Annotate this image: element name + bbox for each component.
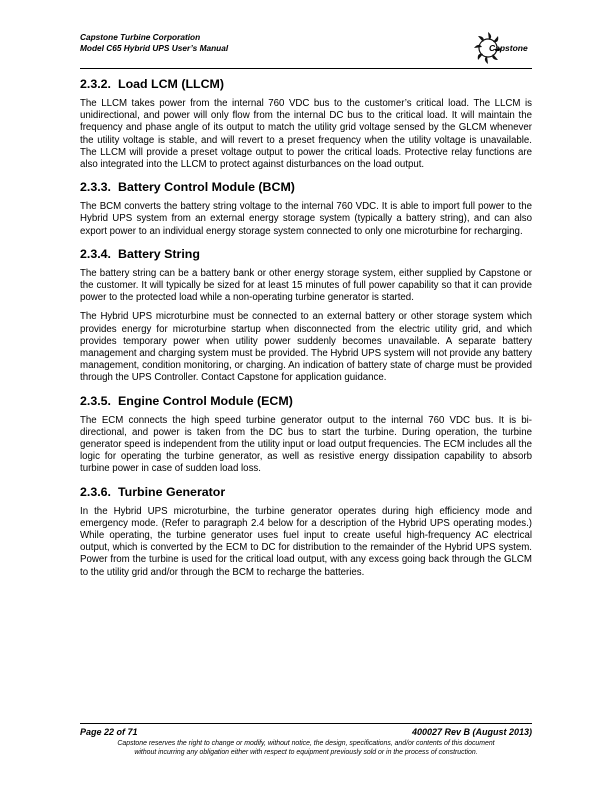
disclaimer-line: Capstone reserves the right to change or modify, without notice, the design, specifications, and/or contents of this document (117, 740, 495, 747)
company-name: Capstone Turbine Corporation (80, 32, 201, 42)
capstone-logo (470, 26, 532, 70)
logo-wordmark: Capstone (489, 43, 528, 53)
footer-divider (80, 723, 532, 724)
section-paragraph: In the Hybrid UPS microturbine, the turbine generator operates during high efficiency mode and emergency mode. (Refer to paragraph 2.4 below for a description of the Hybrid UPS operating modes.) While operating, the turbine generator uses fuel input to create useful high-frequency AC electrical output, which is converted by the ECM to DC for distribution to the remainder of the Hybrid UPS system. Power from the turbine is used for the critical load output, with any excess going back through the GLCM to the utility grid and/or through the BCM to recharge the batteries. (80, 505, 532, 578)
section-heading: 2.3.4. Battery String (80, 246, 200, 261)
document-body (80, 76, 532, 587)
disclaimer-line: without incurring any obligation either with respect to equipment previously sold or in the process of construction. (134, 749, 478, 756)
section-paragraph: The LLCM takes power from the internal 760 VDC bus to the customer’s critical load. The LLCM is unidirectional, and power will only flow from the internal DC bus to the critical load. It will maintain the frequency and phase angle of its output to match the utility grid voltage sensed by the GLCM whenever the utility voltage is stable, and will revert to a preset frequency when the utility voltage is unavailable. The LLCM will provide a preset voltage output to power the critical loads. Protective relay functions are also integrated into the LLCM to protect against disturbances on the load output. (80, 98, 532, 171)
section-heading: 2.3.6. Turbine Generator (80, 484, 226, 499)
page-header (80, 32, 532, 72)
section-battery-control-module (80, 179, 532, 238)
section-engine-control-module (80, 393, 532, 476)
header-divider (80, 68, 532, 69)
document-revision: 400027 Rev B (August 2013) (411, 727, 532, 737)
section-battery-string (80, 246, 532, 385)
section-turbine-generator (80, 484, 532, 579)
manual-title: Model C65 Hybrid UPS User’s Manual (80, 43, 229, 53)
section-load-lcm (80, 76, 532, 171)
section-heading: 2.3.5. Engine Control Module (ECM) (80, 393, 293, 408)
page-number: Page 22 of 71 (80, 727, 138, 737)
section-paragraph: The Hybrid UPS microturbine must be connected to an external battery or other storage system which provides energy for microturbine startup when disconnected from the electric utility grid, and which provides temporary power when utility power suddenly becomes unavailable. A separate battery management and charging system must be provided. The Hybrid UPS system will not provide any battery management, condition monitoring, or charging. An indication of battery state of charge must be provided through the UPS Controller. Contact Capstone for application guidance. (80, 311, 532, 384)
section-paragraph: The battery string can be a battery bank or other energy storage system, either supplied by Capstone or the customer. It will typically be sized for at least 15 minutes of full power capability so that it can provide power to the protected load while a non-operating turbine generator is started. (80, 267, 532, 304)
section-paragraph: The BCM converts the battery string voltage to the internal 760 VDC. It is able to import full power to the Hybrid UPS system from an external energy storage system (typically a battery string), and can also export power to an individual energy storage system connected to only one microturbine for recharging. (80, 201, 532, 237)
section-heading: 2.3.2. Load LCM (LLCM) (80, 77, 224, 91)
section-heading: 2.3.3. Battery Control Module (BCM) (80, 180, 295, 195)
section-paragraph: The ECM connects the high speed turbine generator output to the internal 760 VDC bus. It is bi-directional, and power is taken from the DC bus to start the turbine. During operation, the turbine generator speed is independent from the utility input or load output frequencies. The ECM includes all the logic for operating the turbine generator, as well as resistive energy dissipation capability to absorb turbine power in case of sudden load loss. (80, 414, 532, 475)
footer-disclaimer (80, 739, 532, 757)
